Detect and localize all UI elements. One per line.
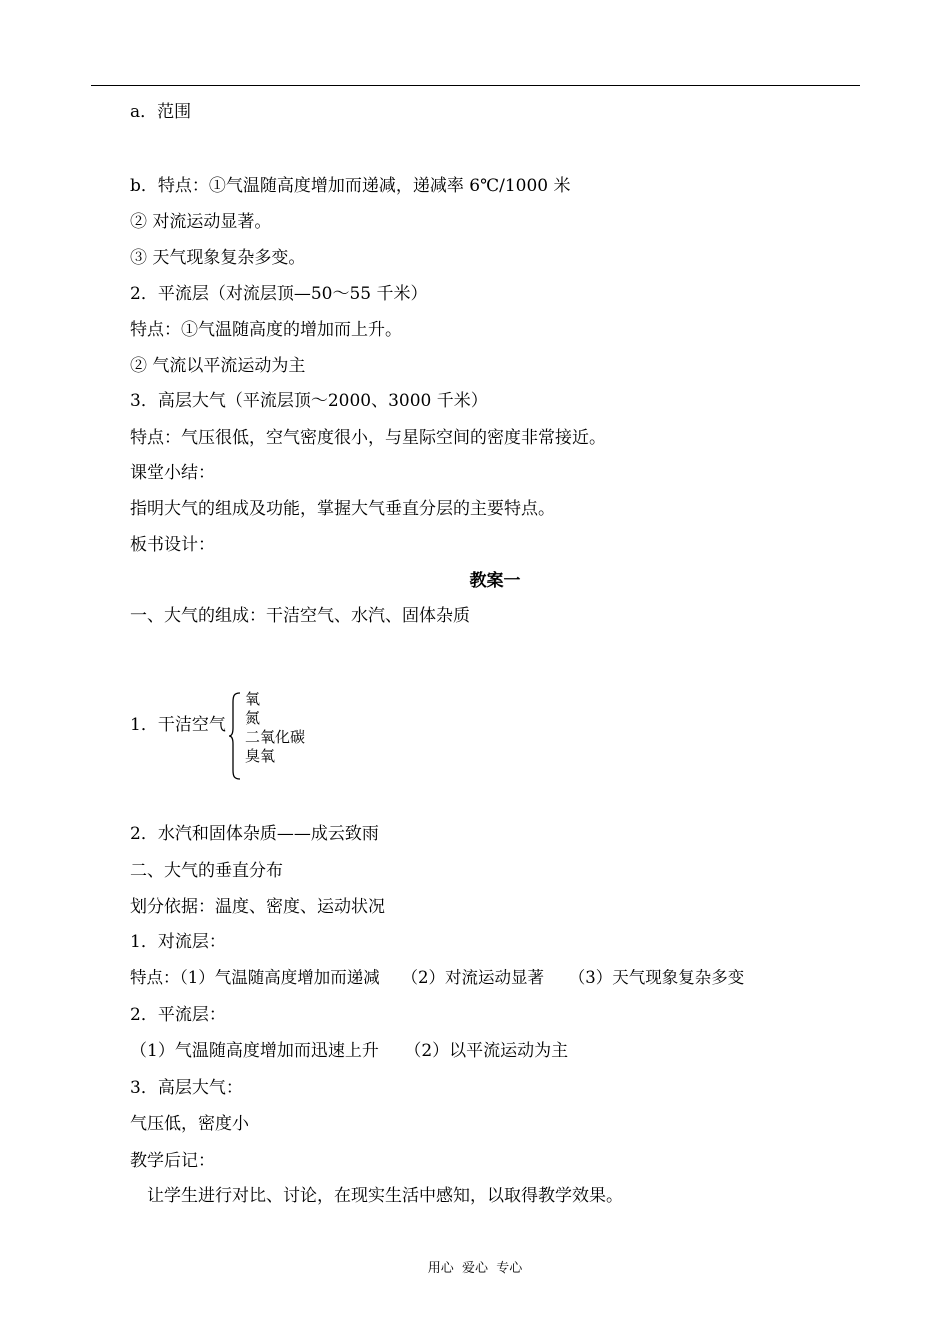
text-line: 教学后记： bbox=[130, 1151, 215, 1171]
curly-brace-icon bbox=[228, 692, 242, 780]
text-line: 二、大气的垂直分布 bbox=[130, 861, 283, 881]
dry-air-item: 氮 bbox=[245, 709, 261, 727]
text-line: 指明大气的组成及功能，掌握大气垂直分层的主要特点。 bbox=[130, 499, 555, 519]
text-line: 一、大气的组成：干洁空气、水汽、固体杂质 bbox=[130, 606, 470, 626]
page-footer: 用心 爱心 专心 bbox=[427, 1261, 523, 1276]
text-line: 2．平流层（对流层顶—50～55 千米） bbox=[130, 284, 428, 304]
text-line: 2．平流层： bbox=[130, 1005, 226, 1025]
text-line: b．特点：①气温随高度增加而递减，递减率 6℃/1000 米 bbox=[130, 176, 571, 196]
text-line: a．范围 bbox=[130, 102, 192, 122]
text-line: 1．对流层： bbox=[130, 932, 226, 952]
dry-air-label: 1．干洁空气 bbox=[130, 715, 226, 735]
text-line: 3．高层大气（平流层顶～2000、3000 千米） bbox=[130, 391, 488, 411]
text-line: 特点：①气温随高度的增加而上升。 bbox=[130, 320, 402, 340]
text-line: 3．高层大气： bbox=[130, 1078, 243, 1098]
text-line: 课堂小结： bbox=[130, 463, 215, 483]
header-rule bbox=[91, 85, 860, 86]
text-line: 2．水汽和固体杂质——成云致雨 bbox=[130, 824, 379, 844]
text-line: 特点：（1）气温随高度增加而递减 （2）对流运动显著 （3）天气现象复杂多变 bbox=[130, 968, 745, 987]
text-line: （1）气温随高度增加而迅速上升 （2）以平流运动为主 bbox=[130, 1041, 569, 1061]
text-line: 让学生进行对比、讨论，在现实生活中感知，以取得教学效果。 bbox=[130, 1186, 623, 1206]
text-line: ② 气流以平流运动为主 bbox=[130, 356, 306, 376]
text-line: 气压低，密度小 bbox=[130, 1114, 249, 1134]
text-line: ② 对流运动显著。 bbox=[130, 212, 272, 232]
dry-air-item: 二氧化碳 bbox=[245, 728, 306, 746]
dry-air-item: 臭氧 bbox=[245, 747, 276, 765]
text-line: 划分依据：温度、密度、运动状况 bbox=[130, 897, 385, 917]
text-line: ③ 天气现象复杂多变。 bbox=[130, 248, 306, 268]
section-title: 教案一 bbox=[469, 571, 521, 591]
text-line: 板书设计： bbox=[130, 535, 215, 555]
text-line: 特点：气压很低，空气密度很小，与星际空间的密度非常接近。 bbox=[130, 428, 606, 448]
dry-air-item: 氧 bbox=[245, 690, 261, 708]
